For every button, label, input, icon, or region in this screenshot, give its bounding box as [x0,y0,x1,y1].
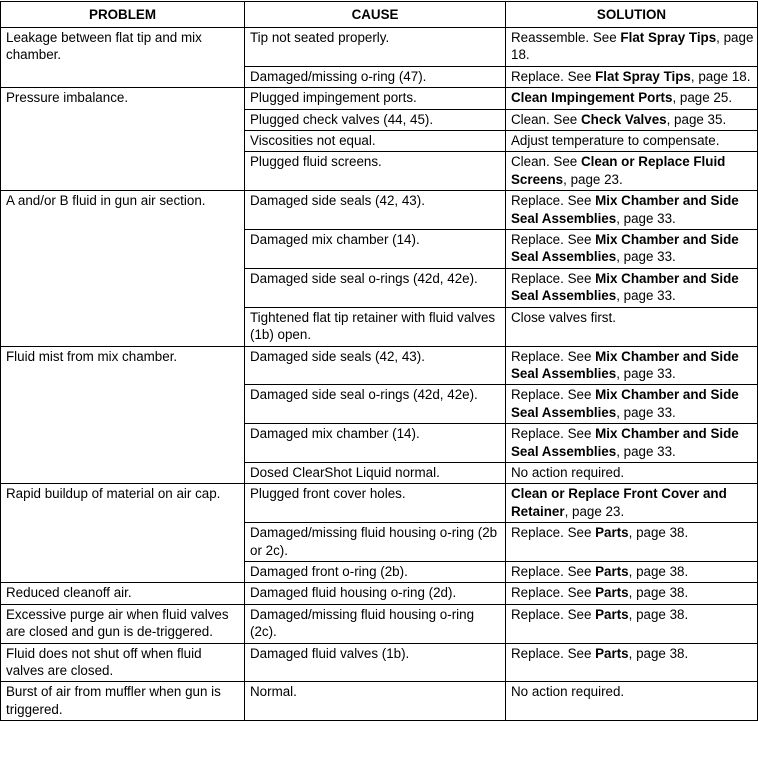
solution-reference: Parts [595,645,629,661]
cause-cell: Damaged side seals (42, 43). [245,191,506,230]
solution-page: , page 33. [616,249,676,265]
solution-cell [506,583,758,604]
solution-cell [506,682,758,721]
cause-cell: Damaged side seal o-rings (42d, 42e). [245,268,506,307]
solution-reference: Check Valves [580,111,667,127]
solution-text: Replace. See [511,193,596,209]
solution-page: , page 25. [672,90,733,106]
problem-cell: Burst of air from muffler when gun is triggered. [1,682,245,721]
table-row [1,346,758,385]
solution-reference: Clean or Replace Fluid Screens [511,154,726,187]
solution-page: , page 33. [616,365,676,381]
solution-cell [506,66,758,87]
troubleshooting-table [0,1,758,721]
solution-cell [506,484,758,523]
cause-cell: Damaged mix chamber (14). [245,424,506,463]
solution-page: , page 38. [628,525,689,541]
solution-cell [506,424,758,463]
table-row [1,484,758,523]
solution-text: No action required. [511,464,625,480]
cause-cell: Normal. [245,682,506,721]
problem-cell: A and/or B fluid in gun air section. [1,191,245,346]
solution-text: No action required. [511,684,625,700]
solution-reference: Flat Spray Tips [595,68,691,84]
cause-cell: Damaged/missing fluid housing o-ring (2b or 2c). [245,523,506,562]
solution-cell [506,307,758,346]
solution-cell [506,131,758,152]
cause-cell: Damaged front o-ring (2b). [245,561,506,582]
solution-text: Replace. See [511,563,596,579]
solution-reference: Mix Chamber and Side Seal Assemblies [511,232,739,265]
cause-cell: Damaged fluid valves (1b). [245,643,506,682]
table-row [1,28,758,67]
solution-text: Replace. See [511,387,596,403]
solution-page: , page 33. [616,210,676,226]
solution-text: Clean. See [511,111,581,127]
solution-cell [506,268,758,307]
table-row [1,583,758,604]
solution-page: , page 35. [666,111,727,127]
solution-text: Replace. See [511,270,596,286]
header-row [1,2,758,28]
cause-cell: Damaged/missing fluid housing o-ring (2c). [245,604,506,643]
solution-cell [506,523,758,562]
solution-reference: Flat Spray Tips [620,30,717,45]
solution-header: SOLUTION [506,2,758,28]
solution-reference: Parts [595,563,629,579]
problem-cell: Fluid does not shut off when fluid valves are closed. [1,643,245,682]
problem-cell: Fluid mist from mix chamber. [1,346,245,484]
solution-cell [506,346,758,385]
solution-page: , page 23. [563,171,623,187]
solution-cell [506,28,758,67]
solution-text: Close valves first. [511,309,616,325]
solution-cell [506,230,758,269]
cause-cell: Damaged side seals (42, 43). [245,346,506,385]
solution-cell [506,109,758,130]
solution-reference: Mix Chamber and Side Seal Assemblies [511,270,739,304]
solution-page: , page 18. [511,30,754,63]
solution-text: Clean. See [511,154,581,170]
cause-cell: Dosed ClearShot Liquid normal. [245,462,506,483]
solution-text: Adjust temperature to compensate. [511,133,720,149]
solution-page: , page 23. [564,503,625,519]
solution-reference: Parts [595,606,629,622]
problem-cell: Leakage between flat tip and mix chamber. [1,28,245,88]
solution-reference: Mix Chamber and Side Seal Assemblies [511,426,739,459]
solution-text: Replace. See [511,348,596,364]
solution-page: , page 33. [616,404,676,420]
solution-reference: Clean or Replace Front Cover and Retainer [511,486,727,519]
solution-reference: Mix Chamber and Side Seal Assemblies [511,348,739,381]
solution-page: , page 38. [628,563,689,579]
cause-cell: Plugged front cover holes. [245,484,506,523]
cause-cell: Viscosities not equal. [245,131,506,152]
problem-cell: Pressure imbalance. [1,88,245,191]
cause-cell: Damaged/missing o-ring (47). [245,66,506,87]
table-row [1,88,758,109]
solution-page: , page 33. [616,443,676,459]
problem-header: PROBLEM [1,2,245,28]
solution-text: Replace. See [511,645,596,661]
solution-text: Replace. See [511,232,596,248]
problem-cell: Reduced cleanoff air. [1,583,245,604]
solution-page: , page 33. [616,288,676,304]
solution-reference: Parts [595,585,629,601]
solution-cell [506,88,758,109]
solution-reference: Parts [595,525,629,541]
solution-cell [506,191,758,230]
table-row [1,682,758,721]
cause-header: CAUSE [245,2,506,28]
table-body [1,28,758,721]
solution-text: Replace. See [511,606,596,622]
cause-cell: Damaged fluid housing o-ring (2d). [245,583,506,604]
solution-text: Replace. See [511,525,596,541]
solution-page: , page 38. [628,585,689,601]
solution-text: Replace. See [511,585,596,601]
solution-cell [506,462,758,483]
cause-cell: Damaged mix chamber (14). [245,230,506,269]
table-row [1,191,758,230]
solution-reference: Mix Chamber and Side Seal Assemblies [511,193,739,226]
solution-text: Reassemble. See [511,30,621,45]
solution-page: , page 18. [690,68,751,84]
cause-cell: Plugged check valves (44, 45). [245,109,506,130]
problem-cell: Excessive purge air when fluid valves are closed and gun is de-triggered. [1,604,245,643]
cause-cell: Plugged impingement ports. [245,88,506,109]
solution-cell [506,561,758,582]
cause-cell: Damaged side seal o-rings (42d, 42e). [245,385,506,424]
table-row [1,643,758,682]
solution-cell [506,643,758,682]
solution-text: Replace. See [511,426,596,442]
solution-page: , page 38. [628,606,689,622]
solution-reference: Clean Impingement Ports [511,90,673,106]
solution-page: , page 38. [628,645,689,661]
cause-cell: Plugged fluid screens. [245,152,506,191]
solution-text: Replace. See [511,68,596,84]
solution-cell [506,385,758,424]
solution-reference: Mix Chamber and Side Seal Assemblies [511,387,739,420]
problem-cell: Rapid buildup of material on air cap. [1,484,245,583]
solution-cell [506,604,758,643]
cause-cell: Tip not seated properly. [245,28,506,67]
solution-cell [506,152,758,191]
table-row [1,604,758,643]
cause-cell: Tightened flat tip retainer with fluid valves (1b) open. [245,307,506,346]
